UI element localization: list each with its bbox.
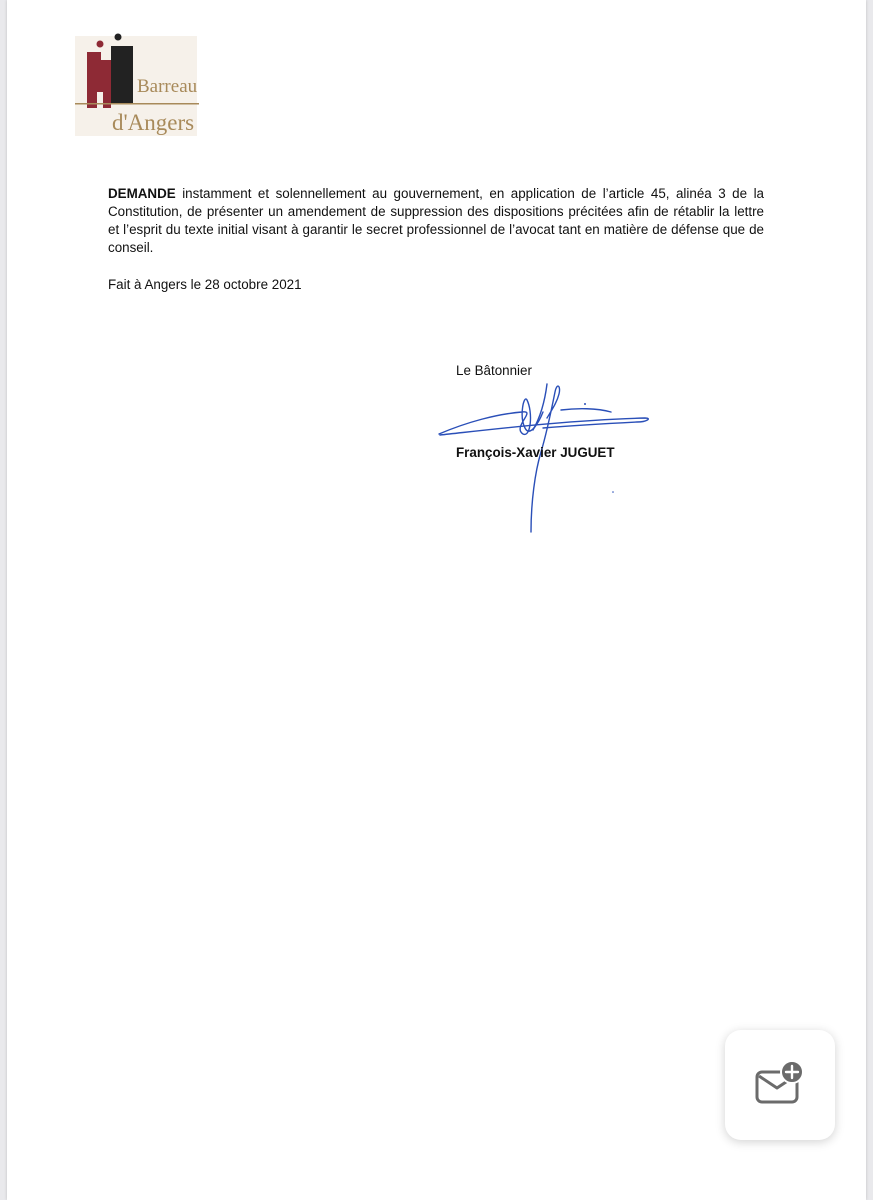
logo-text-barreau: Barreau (137, 76, 198, 97)
paragraph-text: instamment et solennellement au gouvernement, en application de l’article 45, alinéa 3 de la Constitution, de présenter un amendement de suppression des dispositions précitées afin de rétablir la lettre et l’esprit du texte initial visant à garantir le secret professionnel de l’avocat tant en matière de défense que de conseil. (108, 186, 764, 255)
signatory-title: Le Bâtonnier (456, 363, 532, 378)
mail-add-icon (753, 1058, 807, 1112)
place-date: Fait à Angers le 28 octobre 2021 (108, 277, 302, 292)
logo-text-angers: d'Angers (112, 110, 195, 135)
demande-paragraph (108, 185, 764, 257)
signatory-name: François-Xavier JUGUET (456, 445, 615, 460)
add-to-mail-button[interactable] (725, 1030, 835, 1140)
document-page (7, 0, 866, 1200)
paragraph-lead: DEMANDE (108, 186, 176, 201)
barreau-logo (67, 30, 202, 140)
